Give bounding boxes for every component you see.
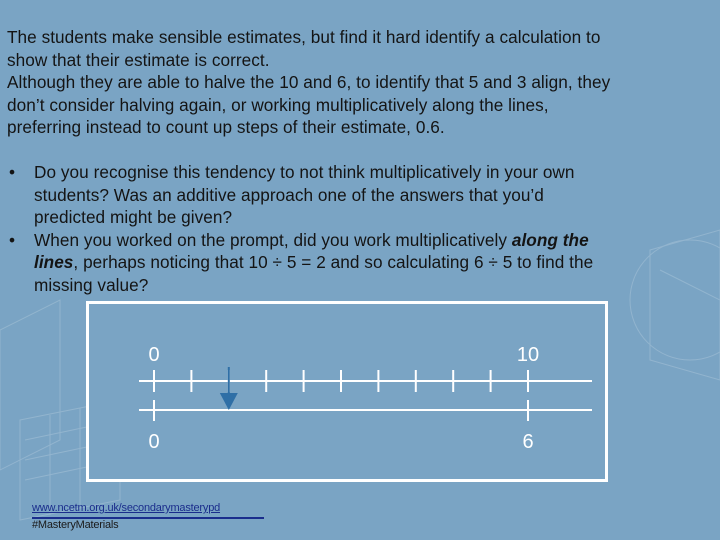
- paragraph-line: The students make sensible estimates, but find it hard identify a calculation to: [7, 27, 601, 47]
- bullet-line: [34, 229, 712, 252]
- top-end-label: 10: [516, 344, 540, 366]
- bullet-line: Do you recognise this tendency to not think multiplicatively in your own: [34, 162, 575, 182]
- bullet-icon: •: [9, 229, 16, 250]
- bullet-text-segment: , perhaps noticing that 10 ÷ 5 = 2 and so calculating 6 ÷ 5 to find the: [73, 252, 594, 272]
- bottom-start-label: 0: [148, 431, 160, 453]
- double-number-line-panel: [86, 301, 608, 482]
- list-item: [7, 161, 712, 229]
- paragraph-line: don’t consider halving again, or working multiplicatively along the lines,: [7, 94, 549, 115]
- bottom-end-label: 6: [522, 431, 534, 453]
- intro-paragraph: [7, 26, 712, 139]
- paragraph-line: Although they are able to halve the 10 and 6, to identify that 5 and 3 align, they: [7, 72, 611, 92]
- mastery-hashtag: #MasteryMaterials: [32, 519, 119, 531]
- down-arrow-icon: [220, 393, 238, 410]
- list-item: [7, 229, 712, 297]
- bullet-line: missing value?: [34, 274, 149, 295]
- top-start-label: 0: [148, 344, 160, 366]
- bullet-line: students? Was an additive approach one of the answers that you’d: [34, 184, 544, 205]
- emphasis-text: lines: [34, 252, 74, 272]
- ncetm-link[interactable]: www.ncetm.org.uk/secondarymasterypd: [32, 502, 221, 514]
- emphasis-text: along the: [511, 229, 589, 250]
- double-number-line: [89, 304, 605, 479]
- paragraph-line: preferring instead to count up steps of their estimate, 0.6.: [7, 117, 445, 137]
- bullet-icon: •: [9, 162, 16, 182]
- paragraph-line: show that their estimate is correct.: [7, 49, 270, 70]
- question-list: [7, 161, 712, 296]
- bullet-text-segment: When you worked on the prompt, did you work multiplicatively: [34, 229, 512, 250]
- bullet-line: predicted might be given?: [34, 207, 233, 227]
- bullet-line: [34, 251, 712, 274]
